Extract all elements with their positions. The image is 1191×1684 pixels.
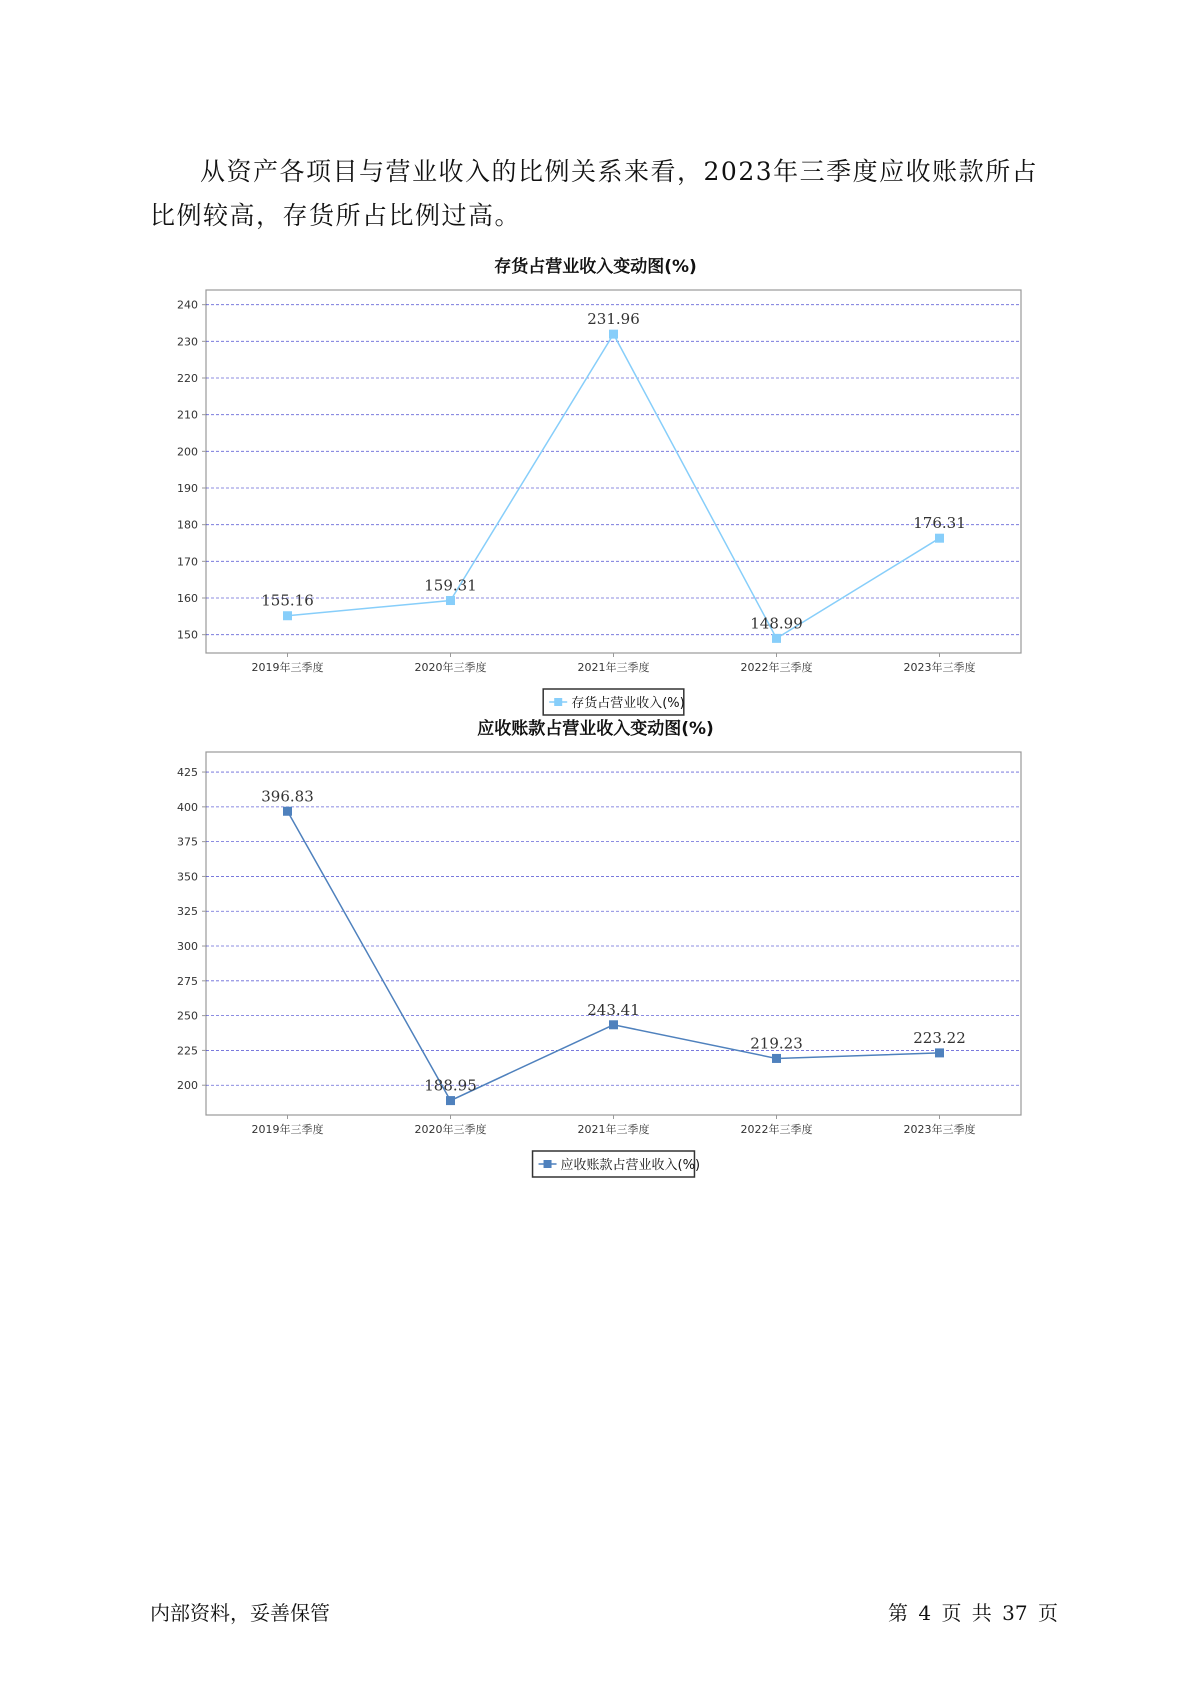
x-axis-tick-label: 2020年三季度: [414, 661, 487, 674]
data-label: 159.31: [424, 576, 477, 595]
x-axis-tick-label: 2022年三季度: [740, 1123, 813, 1136]
y-axis-tick-label: 400: [177, 800, 198, 814]
intro-paragraph-text: 从资产各项目与营业收入的比例关系来看，2023年三季度应收账款所占比例较高，存货所占比例过高。: [150, 157, 1039, 230]
y-axis-tick-label: 350: [177, 870, 198, 884]
data-label: 148.99: [750, 614, 803, 633]
y-axis-tick-label: 170: [177, 555, 198, 569]
y-axis-tick-label: 190: [177, 482, 198, 495]
intro-paragraph: [150, 150, 1050, 238]
x-axis-tick-label: 2019年三季度: [251, 661, 324, 674]
legend-label: 应收账款占营业收入(%): [560, 1158, 701, 1173]
x-axis-tick-label: 2019年三季度: [251, 1123, 324, 1136]
legend-marker-swatch: [554, 698, 562, 706]
legend-marker-swatch: [544, 1160, 552, 1168]
x-axis-tick-label: 2023年三季度: [903, 1123, 976, 1136]
data-label: 231.96: [587, 310, 640, 329]
data-point-marker: [609, 330, 618, 339]
y-axis-tick-label: 425: [177, 766, 198, 780]
y-axis-tick-label: 275: [177, 974, 198, 988]
x-axis-tick-label: 2021年三季度: [577, 1123, 650, 1136]
data-label: 155.16: [261, 591, 314, 610]
y-axis-tick-label: 220: [177, 372, 198, 385]
y-axis-tick-label: 250: [177, 1009, 198, 1023]
data-label: 396.83: [261, 787, 314, 806]
data-point-marker: [772, 1054, 781, 1063]
y-axis-tick-label: 160: [177, 592, 198, 605]
y-axis-tick-label: 325: [177, 905, 198, 919]
footer-confidential-note: 内部资料，妥善保管: [150, 1601, 330, 1625]
x-axis-tick-label: 2021年三季度: [577, 661, 650, 674]
y-axis-tick-label: 240: [177, 298, 198, 312]
data-point-marker: [446, 1096, 455, 1105]
data-label: 223.22: [913, 1028, 966, 1047]
receivables-chart-title: 应收账款占营业收入变动图(%): [477, 719, 714, 739]
legend-label: 存货占营业收入(%): [571, 696, 685, 711]
y-axis-tick-label: 180: [177, 518, 198, 532]
inventory-chart-title: 存货占营业收入变动图(%): [494, 257, 697, 277]
data-point-marker: [283, 807, 292, 816]
plot-area-frame: [206, 290, 1021, 653]
y-axis-tick-label: 200: [177, 1079, 198, 1093]
x-axis-tick-label: 2022年三季度: [740, 661, 813, 674]
data-point-marker: [283, 611, 292, 620]
y-axis-tick-label: 300: [177, 940, 198, 954]
y-axis-tick-label: 375: [177, 835, 198, 849]
data-label: 176.31: [913, 514, 966, 533]
y-axis-tick-label: 230: [177, 335, 198, 349]
data-label: 188.95: [424, 1076, 477, 1095]
data-point-marker: [446, 596, 455, 605]
x-axis-tick-label: 2020年三季度: [414, 1123, 487, 1136]
data-point-marker: [609, 1020, 618, 1029]
receivables-ratio-line-chart: [0, 737, 1191, 1173]
footer-page-number: 第 4 页 共 37 页: [888, 1601, 1058, 1625]
y-axis-tick-label: 200: [177, 445, 198, 459]
inventory-ratio-line-chart: [0, 275, 1191, 711]
data-label: 243.41: [587, 1000, 640, 1019]
data-point-marker: [772, 634, 781, 643]
y-axis-tick-label: 210: [177, 408, 198, 422]
data-point-marker: [935, 534, 944, 543]
data-label: 219.23: [750, 1034, 803, 1053]
y-axis-tick-label: 150: [177, 628, 198, 642]
y-axis-tick-label: 225: [177, 1044, 198, 1058]
x-axis-tick-label: 2023年三季度: [903, 661, 976, 674]
data-point-marker: [935, 1048, 944, 1057]
